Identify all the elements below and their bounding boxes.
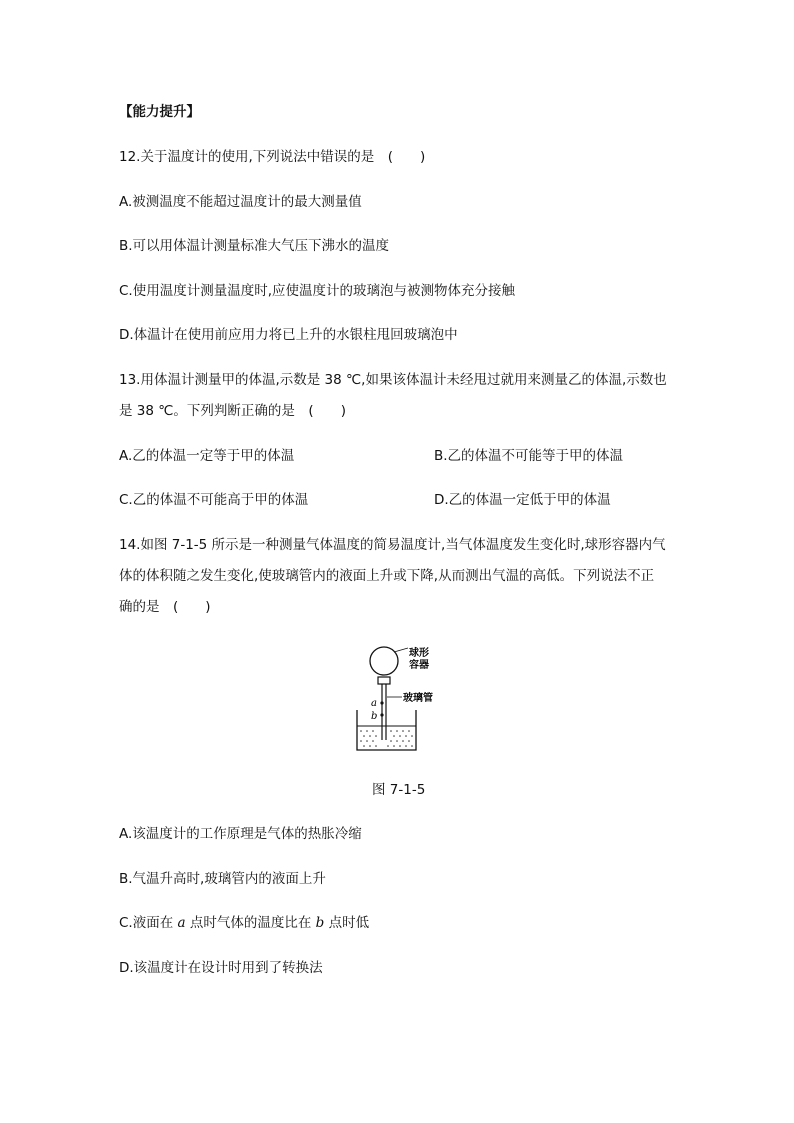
label-container-line2: 容器 (409, 660, 429, 671)
q12-option-a: A.被测温度不能超过温度计的最大测量值 (119, 194, 362, 210)
q14-option-c-pre: C.液面在 (119, 915, 178, 931)
q13-option-d: D.乙的体温一定低于甲的体温 (434, 492, 611, 508)
q13-stem-line2: 是 38 ℃。下列判断正确的是 ( ) (119, 403, 346, 419)
q14-option-c-a: a (177, 915, 186, 931)
q14-option-c-post: 点时低 (324, 915, 370, 931)
q14-stem-line2: 体的体积随之发生变化,使玻璃管内的液面上升或下降,从而测出气温的高低。下列说法不正 (119, 568, 655, 584)
q13-stem-line1: 13.用体温计测量甲的体温,示数是 38 ℃,如果该体温计未经甩过就用来测量乙的体温,示数也 (119, 372, 667, 388)
q12-stem: 12.关于温度计的使用,下列说法中错误的是 ( ) (119, 149, 426, 165)
q14-stem-line3: 确的是 ( ) (119, 599, 211, 615)
label-container-line1: 球形 (409, 648, 429, 659)
section-title: 【能力提升】 (119, 104, 200, 120)
point-a (380, 701, 383, 704)
label-b: b (371, 711, 378, 722)
stopper (378, 677, 390, 684)
q13-option-a: A.乙的体温一定等于甲的体温 (119, 448, 295, 464)
q12-option-b: B.可以用体温计测量标准大气压下沸水的温度 (119, 238, 390, 254)
q12-option-c: C.使用温度计测量温度时,应使温度计的玻璃泡与被测物体充分接触 (119, 283, 516, 299)
point-b (380, 713, 383, 716)
label-a: a (371, 698, 377, 709)
q14-option-b: B.气温升高时,玻璃管内的液面上升 (119, 871, 326, 887)
thermometer-figure (350, 642, 460, 757)
q14-option-d: D.该温度计在设计时用到了转换法 (119, 960, 323, 976)
q14-option-c-b: b (315, 915, 325, 931)
q14-option-c (119, 913, 369, 933)
q13-option-b: B.乙的体温不可能等于甲的体温 (434, 448, 624, 464)
q12-option-d: D.体温计在使用前应用力将已上升的水银柱甩回玻璃泡中 (119, 327, 458, 343)
spherical-container (370, 647, 398, 675)
leader-container (394, 648, 408, 652)
figure-caption: 图 7-1-5 (372, 782, 426, 798)
label-tube: 玻璃管 (403, 693, 433, 704)
q13-option-c: C.乙的体温不可能高于甲的体温 (119, 492, 309, 508)
q14-option-a: A.该温度计的工作原理是气体的热胀冷缩 (119, 826, 362, 842)
q14-option-c-mid: 点时气体的温度比在 (185, 915, 316, 931)
q14-stem-line1: 14.如图 7-1-5 所示是一种测量气体温度的简易温度计,当气体温度发生变化时,球形容器内气 (119, 537, 666, 553)
